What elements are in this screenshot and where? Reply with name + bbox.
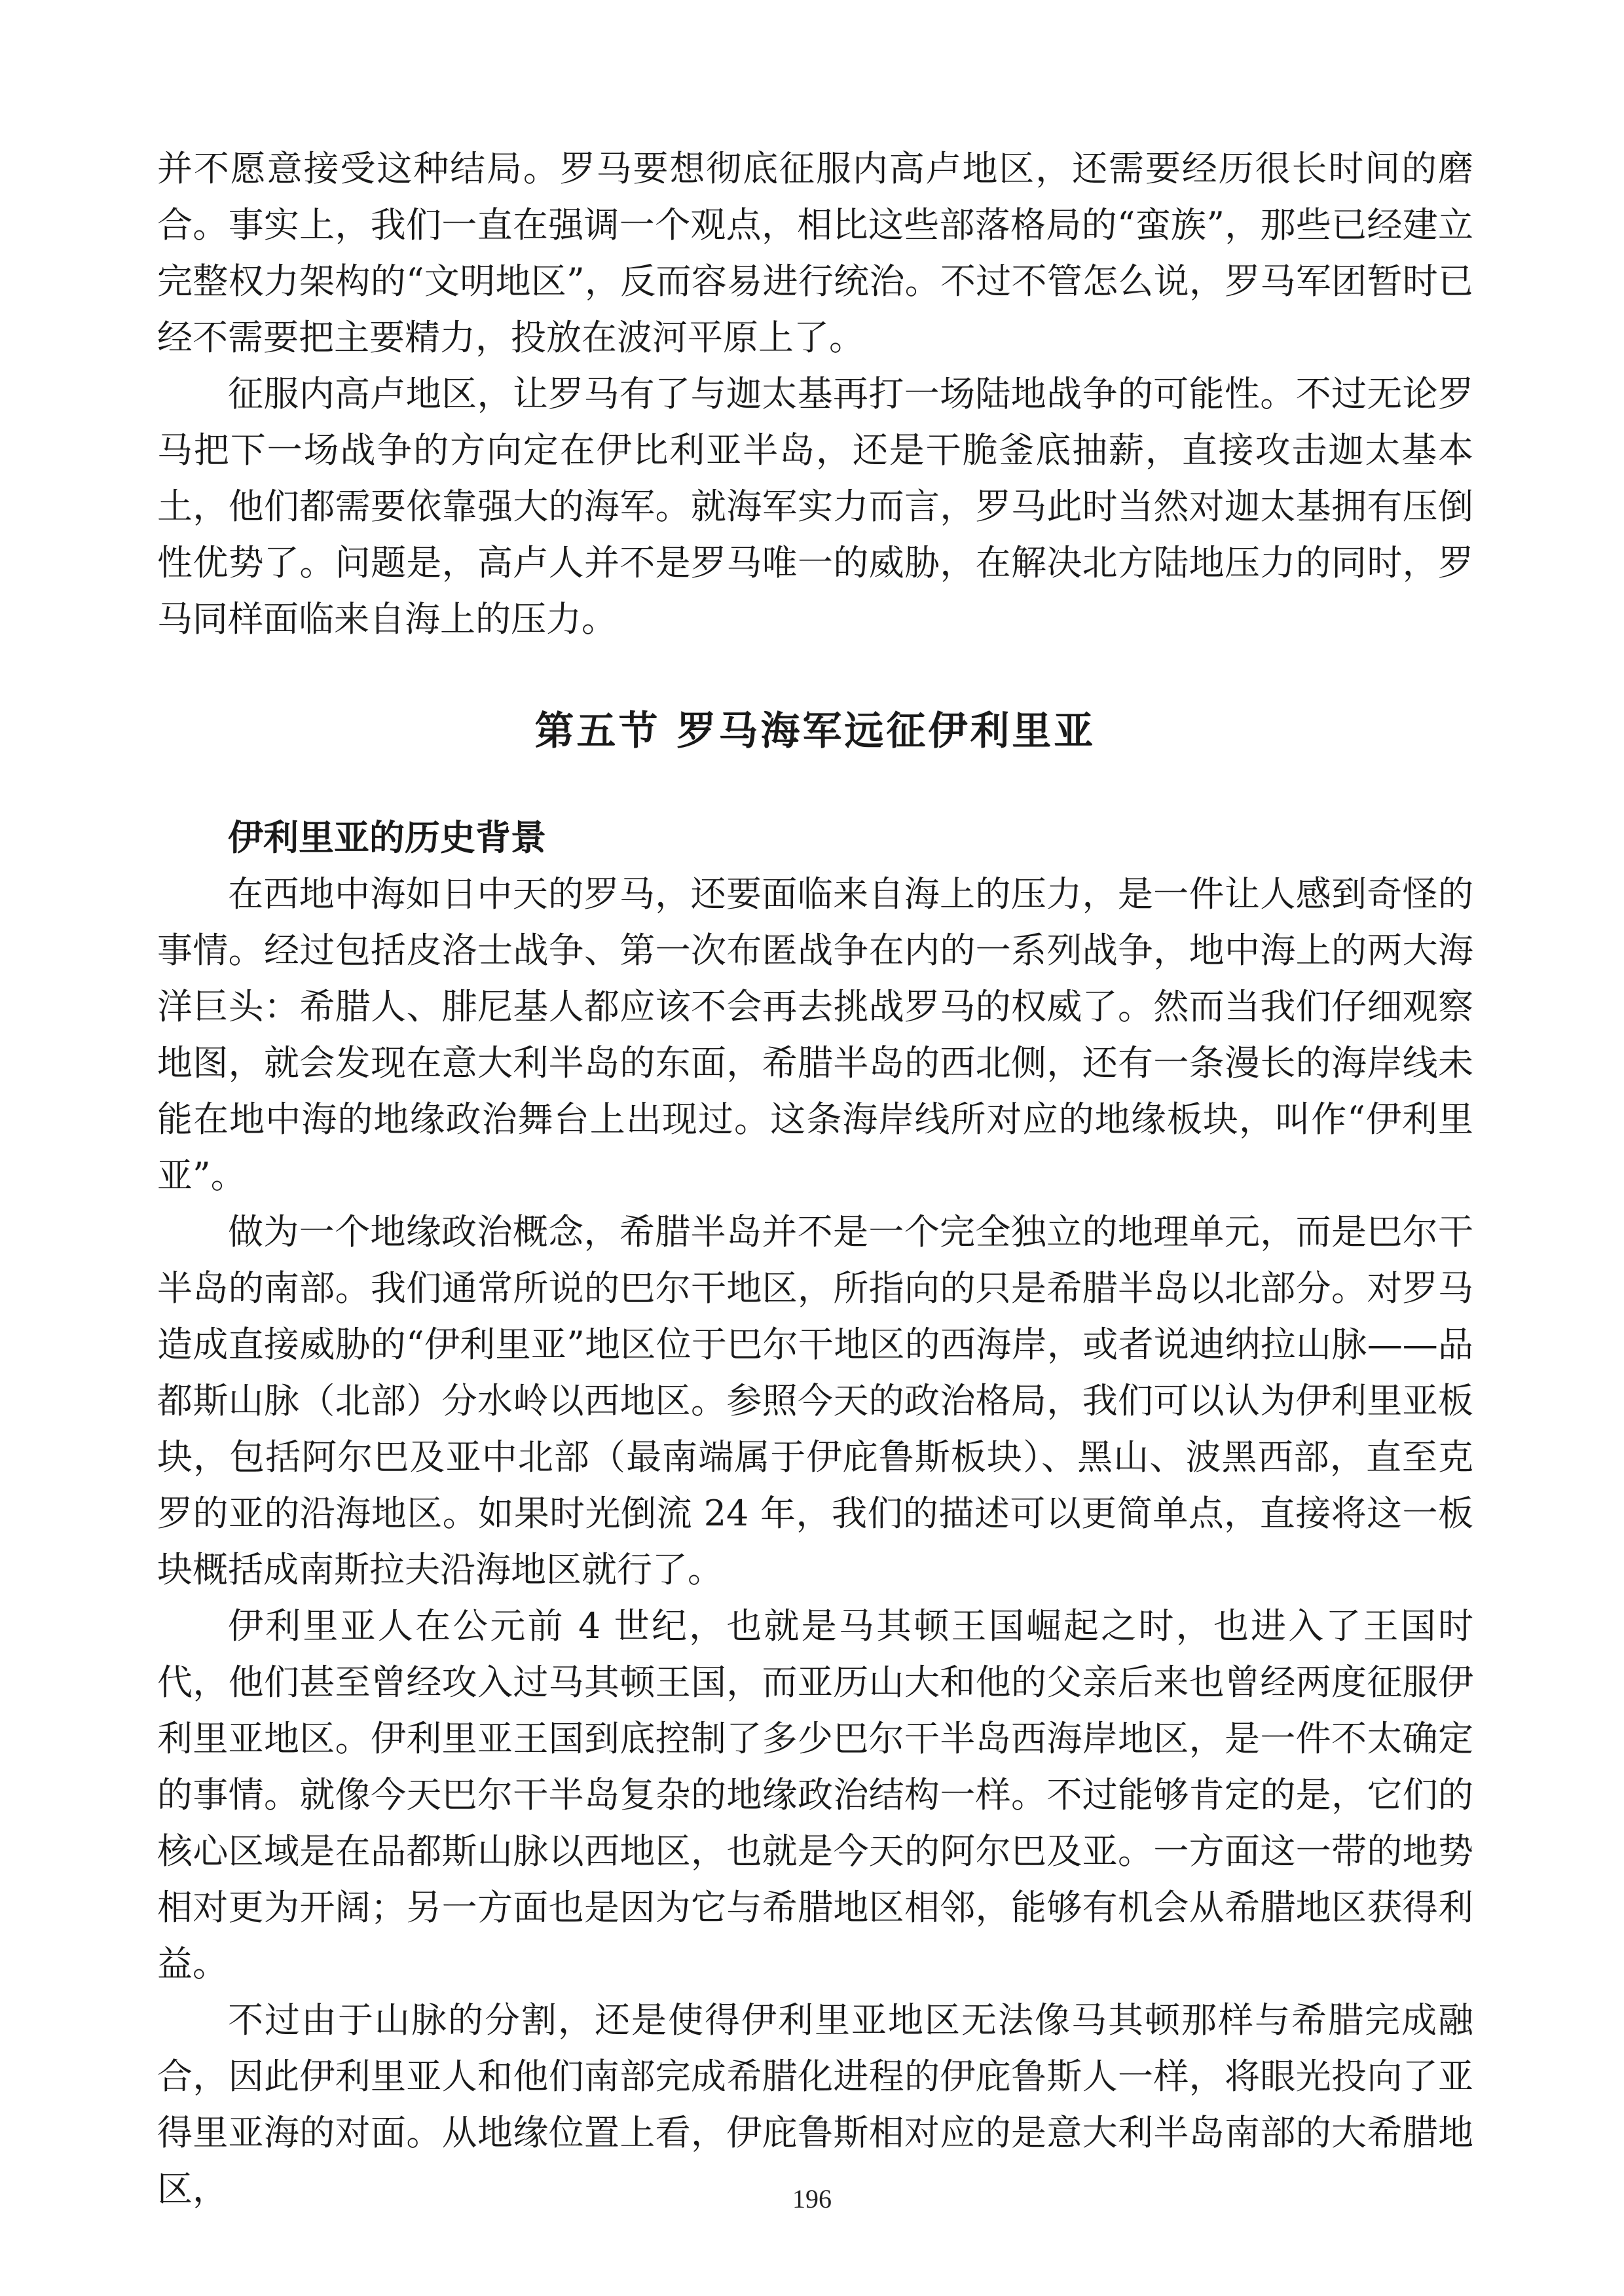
paragraph: 在西地中海如日中天的罗马，还要面临来自海上的压力，是一件让人感到奇怪的事情。经过包括皮洛士战争、第一次布匿战争在内的一系列战争，地中海上的两大海洋巨头：希腊人、腓尼基人都应该不会再去挑战罗马的权威了。然而当我们仔细观察地图，就会发现在意大利半岛的东面，希腊半岛的西北侧，还有一条漫长的海岸线未能在地中海的地缘政治舞台上出现过。这条海岸线所对应的地缘板块，叫作“伊利里亚”。 [157, 873, 1473, 1196]
page-number: 196 [792, 2184, 832, 2214]
paragraph: 伊利里亚人在公元前 4 世纪，也就是马其顿王国崛起之时，也进入了王国时代，他们甚至曾经攻入过马其顿王国，而亚历山大和他的父亲后来也曾经两度征服伊利里亚地区。伊利里亚王国到底控制了多少巴尔干半岛西海岸地区，是一件不太确定的事情。就像今天巴尔干半岛复杂的地缘政治结构一样。不过能够肯定的是，它们的核心区域是在品都斯山脉以西地区，也就是今天的阿尔巴及亚。一方面这一带的地势相对更为开阔；另一方面也是因为它与希腊地区相邻，能够有机会从希腊地区获得利益。 [157, 1605, 1473, 1984]
paragraph: 并不愿意接受这种结局。罗马要想彻底征服内高卢地区，还需要经历很长时间的磨合。事实上，我们一直在强调一个观点，相比这些部落格局的“蛮族”，那些已经建立完整权力架构的“文明地区”，反而容易进行统治。不过不管怎么说，罗马军团暂时已经不需要把主要精力，投放在波河平原上了。 [157, 148, 1473, 358]
paragraph: 做为一个地缘政治概念，希腊半岛并不是一个完全独立的地理单元，而是巴尔干半岛的南部。我们通常所说的巴尔干地区，所指向的只是希腊半岛以北部分。对罗马造成直接威胁的“伊利里亚”地区位于巴尔干地区的西海岸，或者说迪纳拉山脉——品都斯山脉（北部）分水岭以西地区。参照今天的政治格局，我们可以认为伊利里亚板块，包括阿尔巴及亚中北部（最南端属于伊庇鲁斯板块）、黑山、波黑西部，直至克罗的亚的沿海地区。如果时光倒流 24 年，我们的描述可以更简单点，直接将这一板块概括成南斯拉夫沿海地区就行了。 [157, 1211, 1473, 1590]
page-body [157, 141, 1473, 2217]
paragraph: 不过由于山脉的分割，还是使得伊利里亚地区无法像马其顿那样与希腊完成融合，因此伊利里亚人和他们南部完成希腊化进程的伊庇鲁斯人一样，将眼光投向了亚得里亚海的对面。从地缘位置上看，伊庇鲁斯相对应的是意大利半岛南部的大希腊地区， [157, 1999, 1473, 2210]
section-title: 第五节 罗马海军远征伊利里亚 [534, 708, 1096, 754]
paragraph: 征服内高卢地区，让罗马有了与迦太基再打一场陆地战争的可能性。不过无论罗马把下一场战争的方向定在伊比利亚半岛，还是干脆釜底抽薪，直接攻击迦太基本土，他们都需要依靠强大的海军。就海军实力而言，罗马此时当然对迦太基拥有压倒性优势了。问题是，高卢人并不是罗马唯一的威胁，在解决北方陆地压力的同时，罗马同样面临来自海上的压力。 [157, 373, 1473, 640]
sub-heading: 伊利里亚的历史背景 [228, 817, 546, 858]
